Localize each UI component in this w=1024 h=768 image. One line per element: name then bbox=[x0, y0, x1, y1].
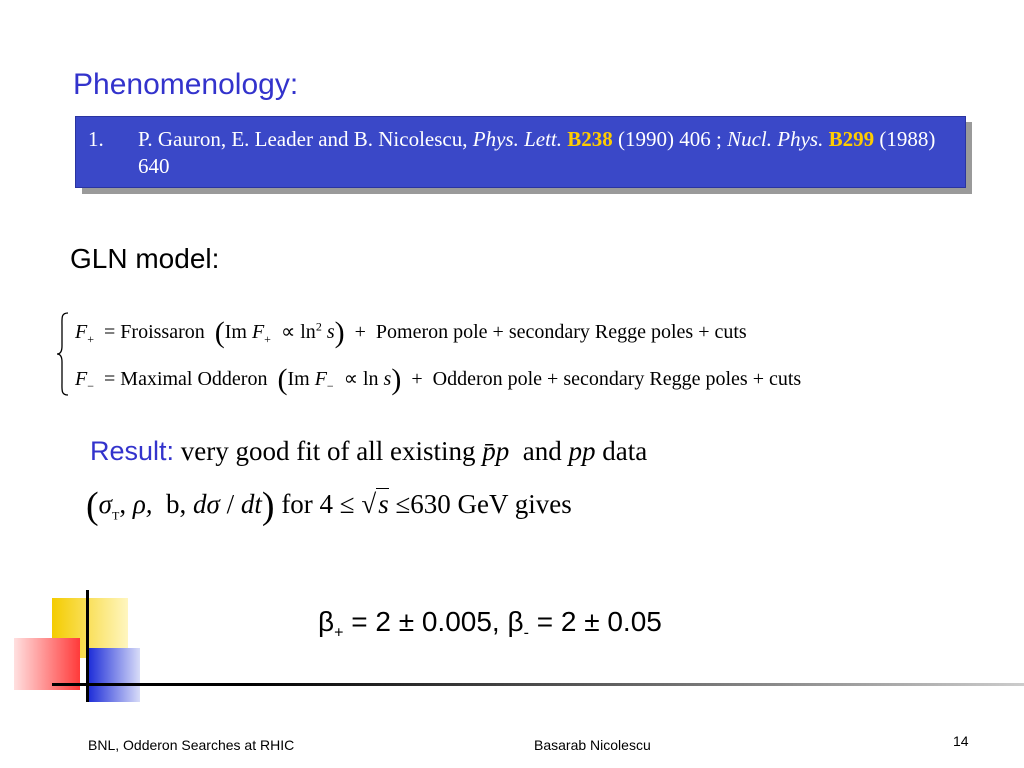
result-and: and bbox=[522, 436, 562, 466]
eq1-im: Im bbox=[224, 321, 247, 343]
beta-minus-sub: - bbox=[523, 624, 529, 642]
cond-close-paren: ) bbox=[261, 485, 275, 527]
cond-le-2: ≤ bbox=[395, 489, 411, 519]
result-pbar-p: p̄p bbox=[482, 436, 510, 466]
eq1-name: Froissaron bbox=[120, 321, 205, 343]
beta-plus-value: = 2 ± 0.005, bbox=[343, 606, 508, 637]
cond-for: for 4 bbox=[281, 489, 334, 519]
footer-left: BNL, Odderon Searches at RHIC bbox=[88, 737, 295, 753]
footer-page-number: 14 bbox=[953, 733, 969, 749]
reference-number: 1. bbox=[88, 127, 104, 151]
reference-box bbox=[75, 116, 966, 188]
decor-blue-square bbox=[88, 648, 140, 702]
cond-slash: / bbox=[226, 489, 235, 519]
cond-sigma-sub: T bbox=[111, 508, 120, 523]
beta-plus-symbol: β bbox=[318, 606, 335, 637]
cond-comma: , bbox=[119, 489, 127, 519]
eq1-ln: ln bbox=[300, 321, 316, 343]
eq1-lhs-sub: + bbox=[87, 332, 94, 346]
reference-rest-2: (1988) 640 bbox=[138, 127, 936, 178]
reference-authors: P. Gauron, E. Leader and B. Nicolescu, bbox=[138, 127, 468, 151]
cond-s: s bbox=[378, 489, 389, 519]
reference-volume-1: B238 bbox=[567, 127, 613, 151]
beta-minus-symbol: β bbox=[507, 606, 524, 637]
cond-tail: 630 GeV gives bbox=[410, 489, 572, 519]
conditions-line bbox=[86, 484, 572, 528]
eq1-plus: + bbox=[354, 321, 366, 343]
result-line bbox=[90, 436, 647, 467]
cond-rho: ρ, bbox=[132, 489, 153, 519]
cond-sigma: σ bbox=[98, 489, 112, 519]
eq1-F-sub: + bbox=[264, 332, 271, 346]
footer-center: Basarab Nicolescu bbox=[534, 737, 651, 753]
result-pp: pp bbox=[568, 436, 596, 466]
eq1-F: F bbox=[251, 321, 265, 343]
decor-horizontal-line bbox=[52, 683, 1024, 686]
heading-gln-model: GLN model: bbox=[70, 243, 220, 274]
eq2-name: Maximal Odderon bbox=[120, 368, 268, 390]
eq2-lhs: F bbox=[75, 368, 88, 390]
cond-open-paren: ( bbox=[86, 485, 99, 527]
eq1-s: s bbox=[326, 321, 335, 343]
eq2-proportional: ∝ bbox=[343, 368, 358, 390]
eq2-plus: + bbox=[411, 368, 423, 390]
reference-journal-2: Nucl. Phys. bbox=[727, 127, 824, 151]
eq2-close-paren: ) bbox=[391, 363, 402, 396]
eq2-lhs-sub: − bbox=[87, 379, 94, 393]
eq2-equals: = bbox=[104, 368, 116, 390]
eq2-F: F bbox=[314, 368, 327, 390]
eq2-tail: Odderon pole + secondary Regge poles + cuts bbox=[432, 368, 802, 390]
beta-results bbox=[318, 606, 662, 643]
eq2-s: s bbox=[383, 368, 392, 390]
eq2-open-paren: ( bbox=[277, 363, 288, 396]
result-data: data bbox=[602, 436, 648, 466]
eq1-close-paren: ) bbox=[334, 316, 345, 349]
eq1-proportional: ∝ bbox=[280, 321, 296, 343]
heading-phenomenology: Phenomenology: bbox=[73, 68, 299, 101]
cond-b: b, bbox=[166, 489, 187, 519]
sqrt-symbol: √ bbox=[361, 489, 377, 519]
cond-le-1: ≤ bbox=[339, 489, 355, 519]
curly-brace bbox=[56, 312, 70, 396]
eq1-open-paren: ( bbox=[214, 316, 225, 349]
eq1-ln-sup: 2 bbox=[315, 319, 322, 334]
reference-journal-1: Phys. Lett. bbox=[472, 127, 562, 151]
reference-text bbox=[138, 126, 953, 180]
equation-f-plus bbox=[75, 316, 747, 350]
result-text: very good fit of all existing bbox=[180, 436, 476, 466]
eq1-equals: = bbox=[104, 321, 116, 343]
eq1-tail: Pomeron pole + secondary Regge poles + cuts bbox=[375, 321, 747, 343]
eq2-im: Im bbox=[287, 368, 310, 390]
result-label: Result: bbox=[90, 436, 175, 466]
cond-sqrt bbox=[376, 488, 389, 519]
equation-f-minus bbox=[75, 363, 801, 397]
eq1-lhs: F bbox=[75, 321, 88, 343]
cond-dt: dt bbox=[240, 489, 262, 519]
reference-volume-2: B299 bbox=[828, 127, 875, 151]
beta-plus-sub: + bbox=[334, 624, 344, 642]
eq2-F-sub: − bbox=[326, 379, 334, 393]
reference-rest-1: (1990) 406 ; bbox=[618, 127, 722, 151]
eq2-ln: ln bbox=[362, 368, 379, 390]
cond-dsigma: dσ bbox=[193, 489, 220, 519]
beta-minus-value: = 2 ± 0.05 bbox=[528, 606, 662, 637]
